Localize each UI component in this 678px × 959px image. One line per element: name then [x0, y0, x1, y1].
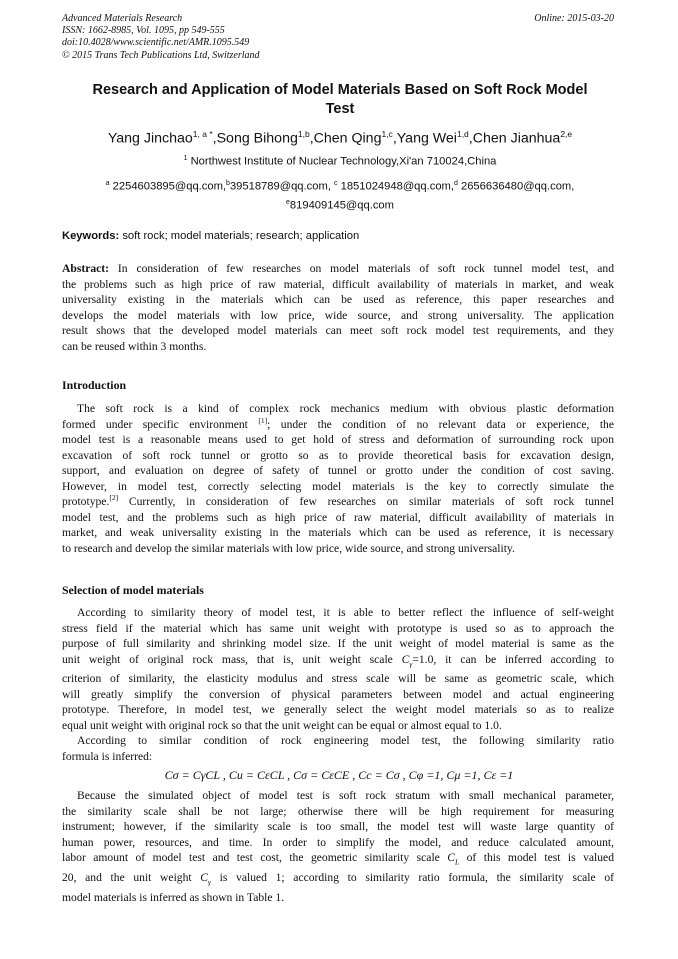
selection-line: purpose of full similarity and shrinking model size. If the unit weight of model material is same as the [62, 637, 614, 650]
selection-text: labor amount of model test and test cost, the geometric similarity scale [62, 851, 440, 864]
abstract-label: Abstract: [62, 262, 110, 275]
intro-line: The soft rock is a kind of complex rock mechanics medium with obvious plastic deformation [77, 402, 614, 415]
email-mark: a [105, 180, 110, 187]
author-affil-mark: 1,d [456, 129, 469, 139]
symbol-sub: γ [208, 877, 211, 887]
abstract [62, 261, 614, 354]
author-name: Chen Qing [313, 130, 382, 147]
selection-line [62, 870, 614, 890]
author-affil-mark: 2,e [560, 129, 573, 139]
abstract-line [62, 261, 614, 277]
selection-line: will greatly simplify the conversion of physical parameters between model and actual engineering [62, 687, 614, 701]
email-line-1 [40, 176, 640, 195]
keywords [62, 230, 359, 242]
email-link[interactable]: 819409145@qq.com [289, 199, 394, 212]
selection-line: Because the simulated object of model test is soft rock stratum with small mechanical parameter, [77, 789, 614, 802]
selection-line: model materials is inferred as shown in Table 1. [62, 890, 285, 904]
keywords-text: soft rock; model materials; research; application [122, 230, 360, 242]
journal-header [62, 13, 260, 62]
intro-line: However, in model test, correctly selecting model materials is the key to correctly simulate the [62, 479, 614, 493]
intro-text: prototype. [62, 495, 110, 508]
selection-line: criterion of similarity, the elasticity modulus and stress scale will be same as geometric scale, which [62, 672, 614, 686]
selection-paragraph-1 [62, 605, 614, 764]
symbol-base: C [200, 870, 209, 884]
affil-text: Northwest Institute of Nuclear Technology,Xi'an 710024,China [190, 155, 497, 168]
journal-issn: ISSN: 1662-8985, Vol. 1095, pp 549-555 [62, 25, 225, 37]
abstract-line: result shows that the developed model materials can meet soft rock model test requirements, and they [62, 324, 614, 337]
symbol-c-l [447, 851, 460, 867]
author-affil-mark: 1, a * [192, 129, 213, 139]
symbol-sub: γ [409, 658, 413, 668]
email-link[interactable]: 2656636480@qq.com, [460, 180, 575, 193]
intro-line: model test is a reasonable means used to get hold of stress and deformation of surrounding rock upon [62, 433, 614, 446]
email-line-2 [40, 195, 640, 214]
email-link[interactable]: 39518789@qq.com, [229, 180, 331, 193]
abstract-text: In consideration of few researches on model materials of soft rock tunnel model test, and [117, 262, 614, 275]
intro-text: formed under specific environment [62, 417, 248, 431]
similarity-equation: Cσ = CγCL , Cu = CεCL , Cσ = CεCE , Cc = Cσ , Cφ =1, Cμ =1, Cε =1 [164, 768, 514, 782]
email-mark: d [453, 180, 458, 187]
citation-link[interactable]: [1] [258, 415, 268, 425]
selection-line: instrument; however, if the similarity scale is too small, the model test will waste large quantity of [62, 820, 614, 833]
author-affil-mark: 1,c [381, 129, 393, 139]
abstract-line: universality existing in the materials which can be used as reference, this paper researches and [62, 293, 614, 306]
selection-paragraph-3 [62, 788, 614, 905]
intro-text: Currently, in consideration of few researches on similar materials of soft rock tunnel [118, 495, 614, 508]
affiliation [40, 155, 640, 168]
intro-line: to research and develop the similar materials with low price, wide source, and strong universality. [62, 541, 515, 555]
section-heading-selection: Selection of model materials [62, 583, 204, 597]
selection-line [62, 850, 614, 870]
selection-line: According to similar condition of rock engineering model test, the following similarity ratio [77, 734, 614, 748]
email-mark: e [286, 198, 290, 206]
title-line-2: Test [325, 101, 355, 117]
author-name: Yang Jinchao [107, 130, 193, 147]
author-name: Song Bihong [216, 130, 298, 147]
journal-copyright: © 2015 Trans Tech Publications Ltd, Switzerland [62, 49, 260, 61]
author-emails [40, 176, 640, 213]
title-line-1: Research and Application of Model Materials Based on Soft Rock Model [92, 82, 588, 98]
symbol-sub: L [455, 857, 460, 867]
section-heading-introduction: Introduction [62, 378, 127, 392]
selection-line: stress field if the material which has same unit weight with prototype is used so as to approach the [62, 621, 614, 635]
selection-line: prototype. Therefore, in model test, we generally select the weight model materials so as to realize [62, 703, 614, 717]
intro-line: support, and evaluation on degree of safety of tunnel or grotto under the condition of cost saving. [62, 464, 614, 477]
symbol-c-gamma [200, 870, 211, 887]
selection-line: the similarity scale shall be not large; otherwise there will be high requirement for measuring [62, 804, 614, 818]
paper-title [60, 81, 620, 119]
author-affil-mark: 1,b [297, 129, 310, 139]
abstract-line: the problems such as high price of raw material, difficult availability of materials in market, and weak [62, 277, 614, 291]
online-date: Online: 2015-03-20 [534, 13, 614, 24]
selection-line: equal unit weight with original rock so that the unit weight can be equal or almost equal to 1.0. [62, 718, 502, 732]
selection-line: According to similarity theory of model test, it is able to better reflect the influence of self-weight [77, 606, 614, 619]
journal-name: Advanced Materials Research [62, 13, 183, 24]
abstract-line: can be reused within 3 months. [62, 339, 207, 353]
selection-text: is valued 1; according to similarity ratio formula, the similarity scale of [211, 870, 614, 884]
intro-line: market, and weak universality existing in the materials which can be used as reference, it is necessary [62, 526, 614, 539]
author-name: Yang Wei [396, 130, 457, 147]
intro-line: model test, and the problems such as high price of raw material, difficult availability of materials in [62, 510, 614, 524]
author-list: Yang Jinchao$^{1, a *}$,Song Bihong$^{1,b}$,Chen Qing$^{1,c}$,Yang Wei$^{1,d}$,Chen Jianhua$^{2,e}$ [107, 129, 573, 147]
journal-doi: doi:10.4028/www.scientific.net/AMR.1095.549 [62, 37, 250, 49]
introduction-paragraph [62, 401, 614, 556]
intro-line [62, 494, 614, 510]
selection-text: =1.0, it can be inferred according to [412, 652, 614, 666]
selection-text: unit weight of original rock mass, that is, unit weight scale [62, 652, 393, 666]
intro-line [62, 417, 614, 433]
author-name: Chen Jianhua [472, 130, 561, 147]
abstract-line: develops the model materials with low price, wide source, and strong universality. The application [62, 308, 614, 322]
selection-text: 20, and the unit weight [62, 870, 192, 884]
citation-link[interactable]: [2] [109, 493, 119, 503]
selection-text: of this model test is valued [459, 851, 614, 864]
email-link[interactable]: 1851024948@qq.com, [340, 180, 454, 193]
email-mark: b [226, 180, 230, 187]
symbol-c-gamma [402, 653, 413, 666]
symbol-base: C [401, 652, 410, 666]
email-mark: c [333, 180, 338, 187]
symbol-base: C [447, 851, 455, 864]
keywords-label: Keywords: [62, 230, 120, 242]
selection-line [62, 652, 614, 672]
email-link[interactable]: 2254603895@qq.com, [112, 180, 227, 193]
selection-line: formula is inferred: [62, 749, 153, 763]
intro-line: excavation of soft rock tunnel or grotto so as to provide theoretical basis for excavation design, [62, 448, 614, 462]
selection-line: human power, resources, and time. In order to simplify the model, and reduce calculated amount, [62, 835, 614, 849]
intro-text: ; under the condition of no relevant data or experience, the [267, 417, 614, 431]
affil-mark: 1 [183, 155, 188, 162]
